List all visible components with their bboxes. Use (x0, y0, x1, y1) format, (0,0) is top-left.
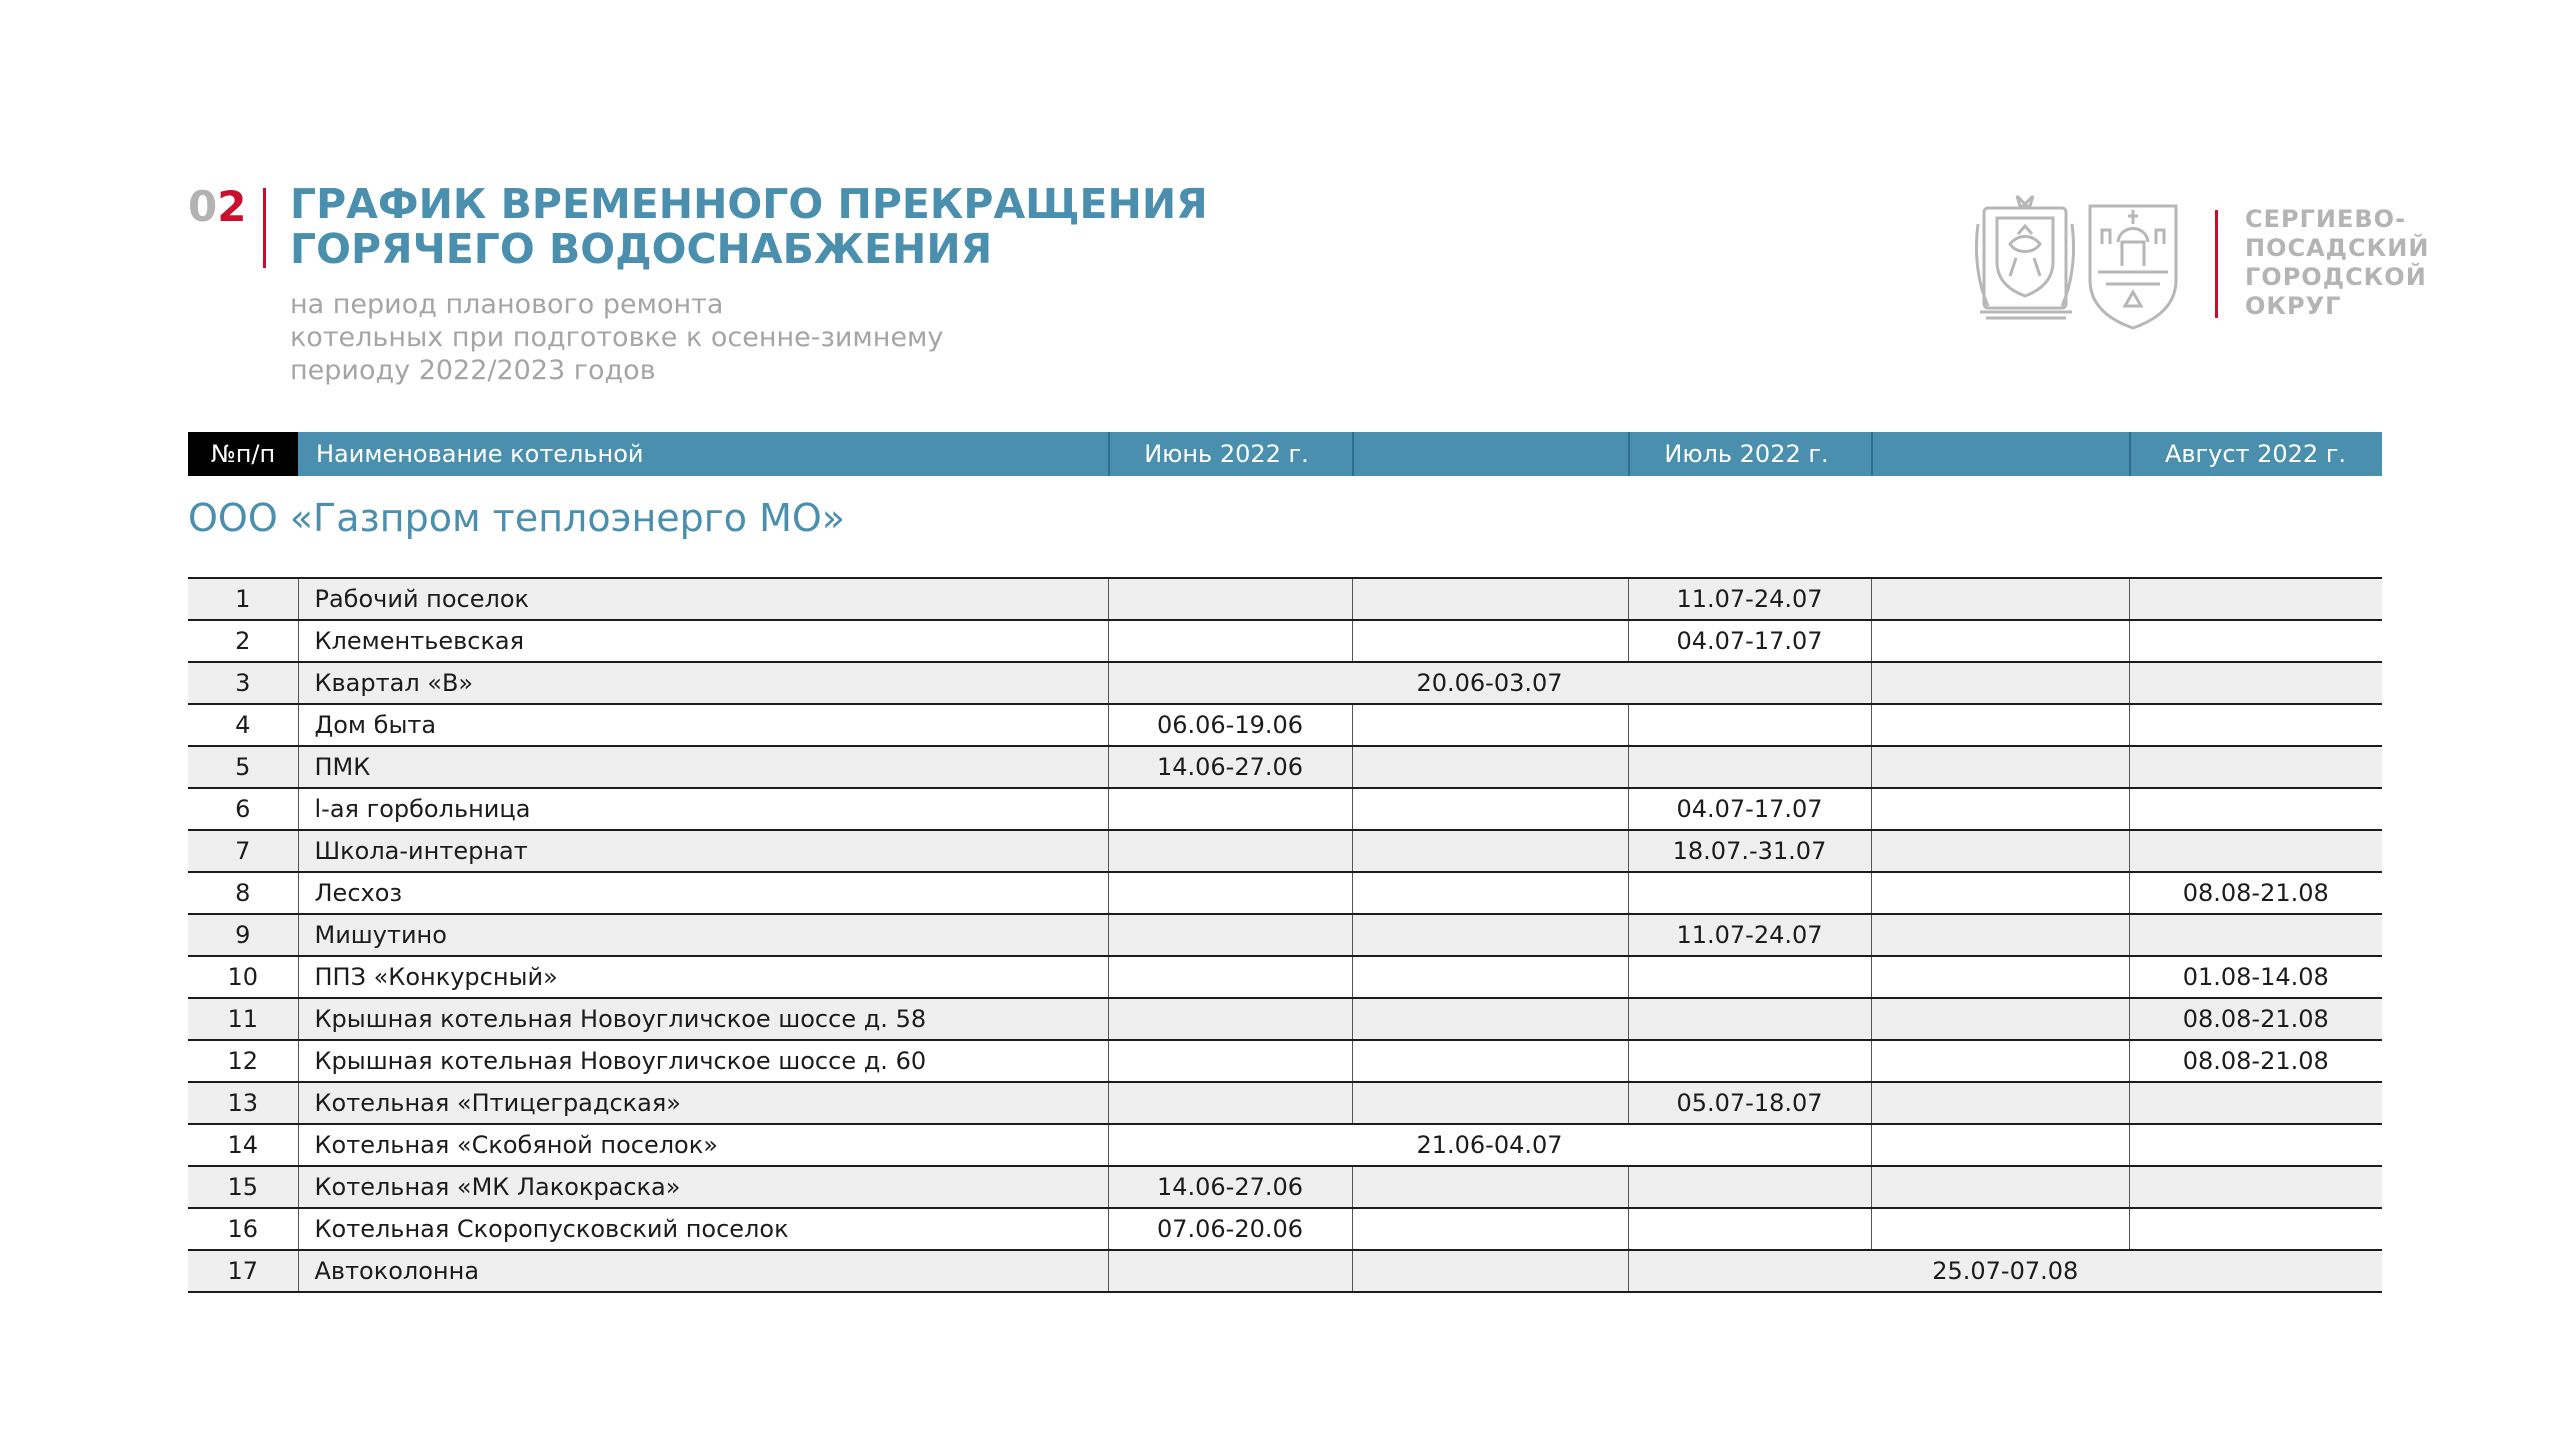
schedule-table (188, 577, 2382, 1293)
shutdown-period: 05.07-18.07 (1628, 1082, 1871, 1124)
sergiev-posad-coat-of-arms-icon (2090, 206, 2176, 328)
subtitle-line3: периоду 2022/2023 годов (290, 355, 656, 386)
boiler-name: Клементьевская (298, 620, 1108, 662)
boiler-name: Котельная «Скобяной поселок» (298, 1124, 1108, 1166)
boiler-name: Лесхоз (298, 872, 1108, 914)
boiler-name: Котельная «Птицеградская» (298, 1082, 1108, 1124)
row-number: 5 (188, 746, 298, 788)
shutdown-period: 07.06-20.06 (1108, 1208, 1352, 1250)
shutdown-period: 11.07-24.07 (1628, 578, 1871, 620)
boiler-name: Рабочий поселок (298, 578, 1108, 620)
page-title-line1: ГРАФИК ВРЕМЕННОГО ПРЕКРАЩЕНИЯ (290, 180, 1208, 228)
row-number: 8 (188, 872, 298, 914)
shutdown-period: 08.08-21.08 (2129, 872, 2382, 914)
header-divider-1 (1108, 432, 1110, 476)
table-row (188, 662, 2382, 704)
table-header (188, 432, 2382, 476)
shutdown-period: 04.07-17.07 (1628, 620, 1871, 662)
header-divider-2 (1352, 432, 1354, 476)
table-row (188, 1208, 2382, 1250)
table-row (188, 1082, 2382, 1124)
page-title-line2: ГОРЯЧЕГО ВОДОСНАБЖЕНИЯ (290, 225, 993, 273)
shutdown-period: 08.08-21.08 (2129, 998, 2382, 1040)
row-number: 15 (188, 1166, 298, 1208)
shutdown-period: 21.06-04.07 (1108, 1124, 1871, 1166)
company-name: ООО «Газпром теплоэнерго МО» (188, 496, 846, 540)
subtitle-line1: на период планового ремонта (290, 289, 724, 320)
brand-line1: СЕРГИЕВО- (2245, 205, 2407, 233)
section-number-prefix: 0 (188, 182, 218, 231)
moscow-oblast-coat-of-arms-icon (1976, 196, 2073, 318)
row-number: 3 (188, 662, 298, 704)
table-row (188, 704, 2382, 746)
table-row (188, 872, 2382, 914)
brand-line3: ГОРОДСКОЙ (2245, 263, 2427, 291)
shutdown-period: 20.06-03.07 (1108, 662, 1871, 704)
row-number: 9 (188, 914, 298, 956)
row-number: 17 (188, 1250, 298, 1292)
shutdown-period: 25.07-07.08 (1628, 1250, 2382, 1292)
header-name: Наименование котельной (316, 440, 644, 468)
row-number: 4 (188, 704, 298, 746)
coat-of-arms-group (1972, 184, 2202, 338)
page-subtitle (290, 288, 943, 387)
row-number: 13 (188, 1082, 298, 1124)
boiler-name: Школа-интернат (298, 830, 1108, 872)
section-number-accent: 2 (217, 182, 247, 231)
brand-divider (2215, 210, 2218, 318)
table-row (188, 578, 2382, 620)
header-month-july: Июль 2022 г. (1664, 440, 1829, 468)
brand-line2: ПОСАДСКИЙ (2245, 234, 2430, 262)
table-row (188, 1040, 2382, 1082)
boiler-name: Мишутино (298, 914, 1108, 956)
table-row (188, 620, 2382, 662)
boiler-name: Автоколонна (298, 1250, 1108, 1292)
boiler-name: Котельная «МК Лакокраска» (298, 1166, 1108, 1208)
boiler-name: Котельная Скоропусковский поселок (298, 1208, 1108, 1250)
row-number: 12 (188, 1040, 298, 1082)
table-row (188, 998, 2382, 1040)
shutdown-period: 04.07-17.07 (1628, 788, 1871, 830)
table-row (188, 746, 2382, 788)
table-row (188, 956, 2382, 998)
row-number: 16 (188, 1208, 298, 1250)
boiler-name: Дом быта (298, 704, 1108, 746)
table-row (188, 1166, 2382, 1208)
table-row (188, 830, 2382, 872)
row-number: 6 (188, 788, 298, 830)
header-divider-4 (1871, 432, 1873, 476)
row-number: 1 (188, 578, 298, 620)
row-number: 2 (188, 620, 298, 662)
coat-of-arms-logos (1972, 184, 2202, 334)
header-divider-3 (1628, 432, 1630, 476)
subtitle-line2: котельных при подготовке к осенне-зимнему (290, 322, 944, 353)
boiler-name: Крышная котельная Новоугличское шоссе д. 60 (298, 1040, 1108, 1082)
boiler-name: ПМК (298, 746, 1108, 788)
shutdown-period: 06.06-19.06 (1108, 704, 1352, 746)
shutdown-period: 18.07.-31.07 (1628, 830, 1871, 872)
shutdown-period: 08.08-21.08 (2129, 1040, 2382, 1082)
header-num: №п/п (188, 432, 298, 476)
boiler-name: Квартал «В» (298, 662, 1108, 704)
section-number (188, 182, 246, 232)
row-number: 14 (188, 1124, 298, 1166)
header-month-august: Август 2022 г. (2164, 440, 2347, 468)
shutdown-period: 11.07-24.07 (1628, 914, 1871, 956)
header-divider-5 (2129, 432, 2131, 476)
shutdown-period: 14.06-27.06 (1108, 746, 1352, 788)
row-number: 10 (188, 956, 298, 998)
boiler-name: Крышная котельная Новоугличское шоссе д. 58 (298, 998, 1108, 1040)
row-number: 11 (188, 998, 298, 1040)
shutdown-period: 14.06-27.06 (1108, 1166, 1352, 1208)
table-row (188, 1124, 2382, 1166)
table-row (188, 788, 2382, 830)
municipality-name (2245, 205, 2429, 321)
boiler-name: ППЗ «Конкурсный» (298, 956, 1108, 998)
page-title (290, 182, 1208, 272)
header-month-june: Июнь 2022 г. (1144, 440, 1309, 468)
table-row (188, 914, 2382, 956)
boiler-name: l-ая горбольница (298, 788, 1108, 830)
table-row (188, 1250, 2382, 1292)
brand-line4: ОКРУГ (2245, 292, 2342, 320)
row-number: 7 (188, 830, 298, 872)
shutdown-period: 01.08-14.08 (2129, 956, 2382, 998)
header-divider (263, 188, 266, 268)
